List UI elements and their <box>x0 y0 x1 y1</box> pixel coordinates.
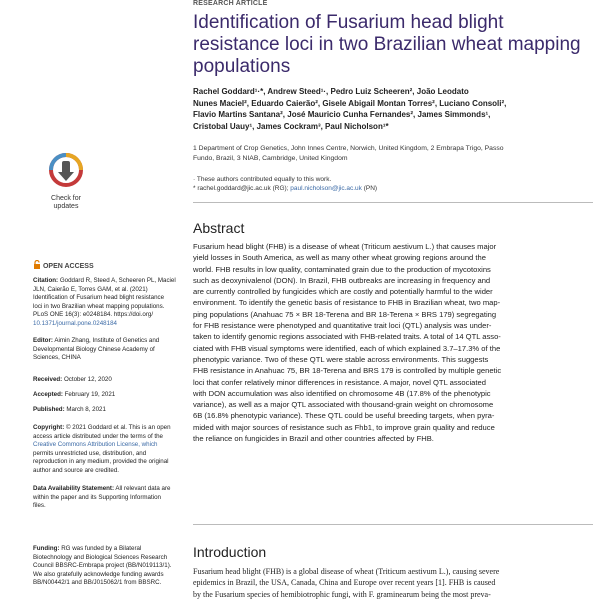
open-access-text: OPEN ACCESS <box>42 262 94 270</box>
editor-text: Aimin Zhang, Institute of Genetics and <box>52 337 160 344</box>
data-availability-label: Data Availability Statement: <box>33 485 115 492</box>
accepted-label: Accepted: <box>33 391 63 398</box>
header-divider <box>193 202 593 203</box>
received-label: Received: <box>33 376 63 383</box>
funding-block <box>33 545 183 588</box>
copyright-text: © 2021 Goddard et al. This is an open <box>64 424 171 431</box>
citation-text: PLoS ONE 16(3): e0248184. https://doi.org/ <box>33 311 154 319</box>
text-line: such as deoxynivalenol (DON). In Brazil, FHB outbreaks are increasing in frequency and <box>193 275 491 285</box>
text-line: variance), as well as a major QTL associated with thousand-grain weight on chromosome <box>193 400 494 410</box>
article-title: Identification of Fusarium head blight resistance loci in two Brazilian wheat mapping populations <box>193 12 581 77</box>
accepted-value: February 19, 2021 <box>62 391 116 398</box>
funding-text: RG was funded by a Bilateral <box>59 545 142 552</box>
copyright-text: permits unrestricted use, distribution, and <box>33 449 147 457</box>
author-list <box>193 86 593 132</box>
citation-block <box>33 277 183 329</box>
editor-label: Editor: <box>33 337 53 344</box>
article-type-label: RESEARCH ARTICLE <box>193 0 268 7</box>
author-line: Rachel Goddard¹·*, Andrew Steed¹·, Pedro Luiz Scheeren², João Leodato <box>193 87 469 96</box>
copyright-block <box>33 424 183 476</box>
abstract-heading: Abstract <box>193 220 245 236</box>
editor-text: Developmental Biology Chinese Academy of <box>33 345 155 353</box>
text-line: taken to identify genomic regions associated with FHB-related traits. A total of 14 QTL asso- <box>193 332 501 342</box>
introduction-body <box>193 566 600 600</box>
abstract-divider <box>193 524 593 525</box>
equal-contribution-note: · These authors contributed equally to this work. <box>193 176 332 183</box>
text-line: epidemics in Brazil, the USA, Canada, China and Europe over recent years [1]. FHB is caused <box>193 578 496 588</box>
affiliation-line: Fundo, Brazil, 3 NIAB, Cambridge, United Kingdom <box>193 154 348 162</box>
received-date <box>33 376 112 385</box>
license-link[interactable]: Creative Commons Attribution License, which <box>33 441 158 449</box>
editor-block <box>33 337 183 363</box>
badge-label-line: Check for <box>51 195 81 202</box>
published-label: Published: <box>33 406 65 413</box>
text-line: with DON accumulation was also identified on chromosome 4B (17.8% of the phenotypic <box>193 388 491 398</box>
text-line: are currently controlled by fungicides which are costly and potentially harmful to the wider <box>193 287 493 297</box>
email-prefix: * rachel.goddard@jic.ac.uk (RG); <box>193 185 291 192</box>
copyright-text: access article distributed under the terms of the <box>33 432 164 440</box>
text-line: ciated with FHB visual symptoms were identified, each of which explained 3.7–17.3% of the <box>193 343 501 353</box>
text-line: by the Fusarium species of hemibiotrophic fungi, with F. graminearum being the most preva- <box>193 589 491 599</box>
open-lock-icon <box>33 260 41 272</box>
email-suffix: (PN) <box>361 185 378 192</box>
author-line: Cristobal Uauy¹, James Cockram³, Paul Nicholson¹* <box>193 121 389 131</box>
text-line: world. FHB results in low quality, contaminated grain due to the production of mycotoxins <box>193 264 491 274</box>
citation-text: Goddard R, Steed A, Scheeren PL, Maciel <box>58 277 176 284</box>
text-line: for FHB resistance were phenotyped and quantitative trait loci (QTL) analysis was under- <box>193 321 492 331</box>
text-line: environment. To identify the genetic basis of resistance to FHB in Brazilian wheat, two map- <box>193 298 501 308</box>
funding-text: Council BBSRC-Embrapa project (BB/N019113/1). <box>33 562 172 570</box>
received-value: October 12, 2020 <box>62 376 112 383</box>
correspondence-note <box>193 184 593 193</box>
affiliation-line: 1 Department of Crop Genetics, John Innes Centre, Norwich, United Kingdom, 2 Embrapa Trigo, Passo <box>193 145 504 152</box>
email-link[interactable]: paul.nicholson@jic.ac.uk <box>290 185 362 192</box>
text-line: loci that confer relatively minor differences in resistance. A major, novel QTL associated <box>193 377 486 387</box>
open-access-label <box>33 260 94 272</box>
funding-text: Biotechnology and Biological Sciences Research <box>33 553 168 561</box>
citation-text: Identification of Fusarium head blight resistance <box>33 294 165 302</box>
text-line: 6B (16.8% phenotypic variance). These QTL could be useful breeding targets, when pyra- <box>193 411 495 421</box>
text-line: the reliance on fungicides in Brazil and other countries affected by FHB. <box>193 434 434 444</box>
data-availability-text: files. <box>33 502 46 510</box>
badge-label <box>44 195 88 211</box>
text-line: mided with major sources of resistance such as Fhb1, to improve grain quality and reduce <box>193 422 495 432</box>
text-line: Fusarium head blight (FHB) is a disease of wheat (Triticum aestivum L.) that causes major <box>193 242 497 251</box>
text-line: ping populations (Anahuac 75 × BR 18-Terena and BR 18-Terena × BRS 179) segregating <box>193 309 497 319</box>
editor-text: Sciences, CHINA <box>33 354 81 362</box>
published-value: March 8, 2021 <box>64 406 106 413</box>
copyright-text: author and source are credited. <box>33 466 119 474</box>
copyright-label: Copyright: <box>33 424 65 431</box>
data-availability-block <box>33 485 183 511</box>
funding-text: We also gratefully acknowledge funding awards <box>33 570 164 578</box>
abstract-body <box>193 241 600 444</box>
funding-label: Funding: <box>33 545 60 552</box>
citation-label: Citation: <box>33 277 59 284</box>
author-line: Flavio Martins Santana², José Mauricio Cunha Fernandes², James Simmonds¹, <box>193 110 491 119</box>
author-line: Nunes Maciel², Eduardo Caierão², Gisele Abigail Montan Torres², Luciano Consoli², <box>193 98 507 108</box>
text-line: Fusarium head blight (FHB) is a global disease of wheat (Triticum aestivum L.), causing severe <box>193 567 500 576</box>
text-line: FHB resistance in Anahuac 75, BR 18-Terena and BRS 179 is controlled by multiple genetic <box>193 366 502 376</box>
text-line: phenotypic variance. Two of these QTL were stable across environments. This suggests <box>193 354 489 364</box>
check-for-updates-badge[interactable] <box>44 150 88 211</box>
introduction-heading: Introduction <box>193 544 267 560</box>
text-line: yield losses in South America, as well as many other wheat growing regions around the <box>193 253 486 263</box>
citation-text: loci in two Brazilian wheat mapping populations. <box>33 302 165 310</box>
doi-link[interactable]: 10.1371/journal.pone.0248184 <box>33 319 117 327</box>
data-availability-text: All relevant data are <box>114 485 171 492</box>
copyright-text: reproduction in any medium, provided the original <box>33 458 169 466</box>
affiliations <box>193 144 593 163</box>
author-notes <box>193 175 593 193</box>
funding-text: BB/N00442/1 and BB/J015062/1 from BBSRC. <box>33 579 162 587</box>
check-for-updates-icon <box>44 150 88 190</box>
data-availability-text: within the paper and its Supporting Information <box>33 493 161 501</box>
citation-text: JLN, Caierão E, Torres GAM, et al. (2021) <box>33 285 148 293</box>
accepted-date <box>33 391 115 400</box>
badge-label-line: updates <box>53 203 79 210</box>
published-date <box>33 406 106 415</box>
